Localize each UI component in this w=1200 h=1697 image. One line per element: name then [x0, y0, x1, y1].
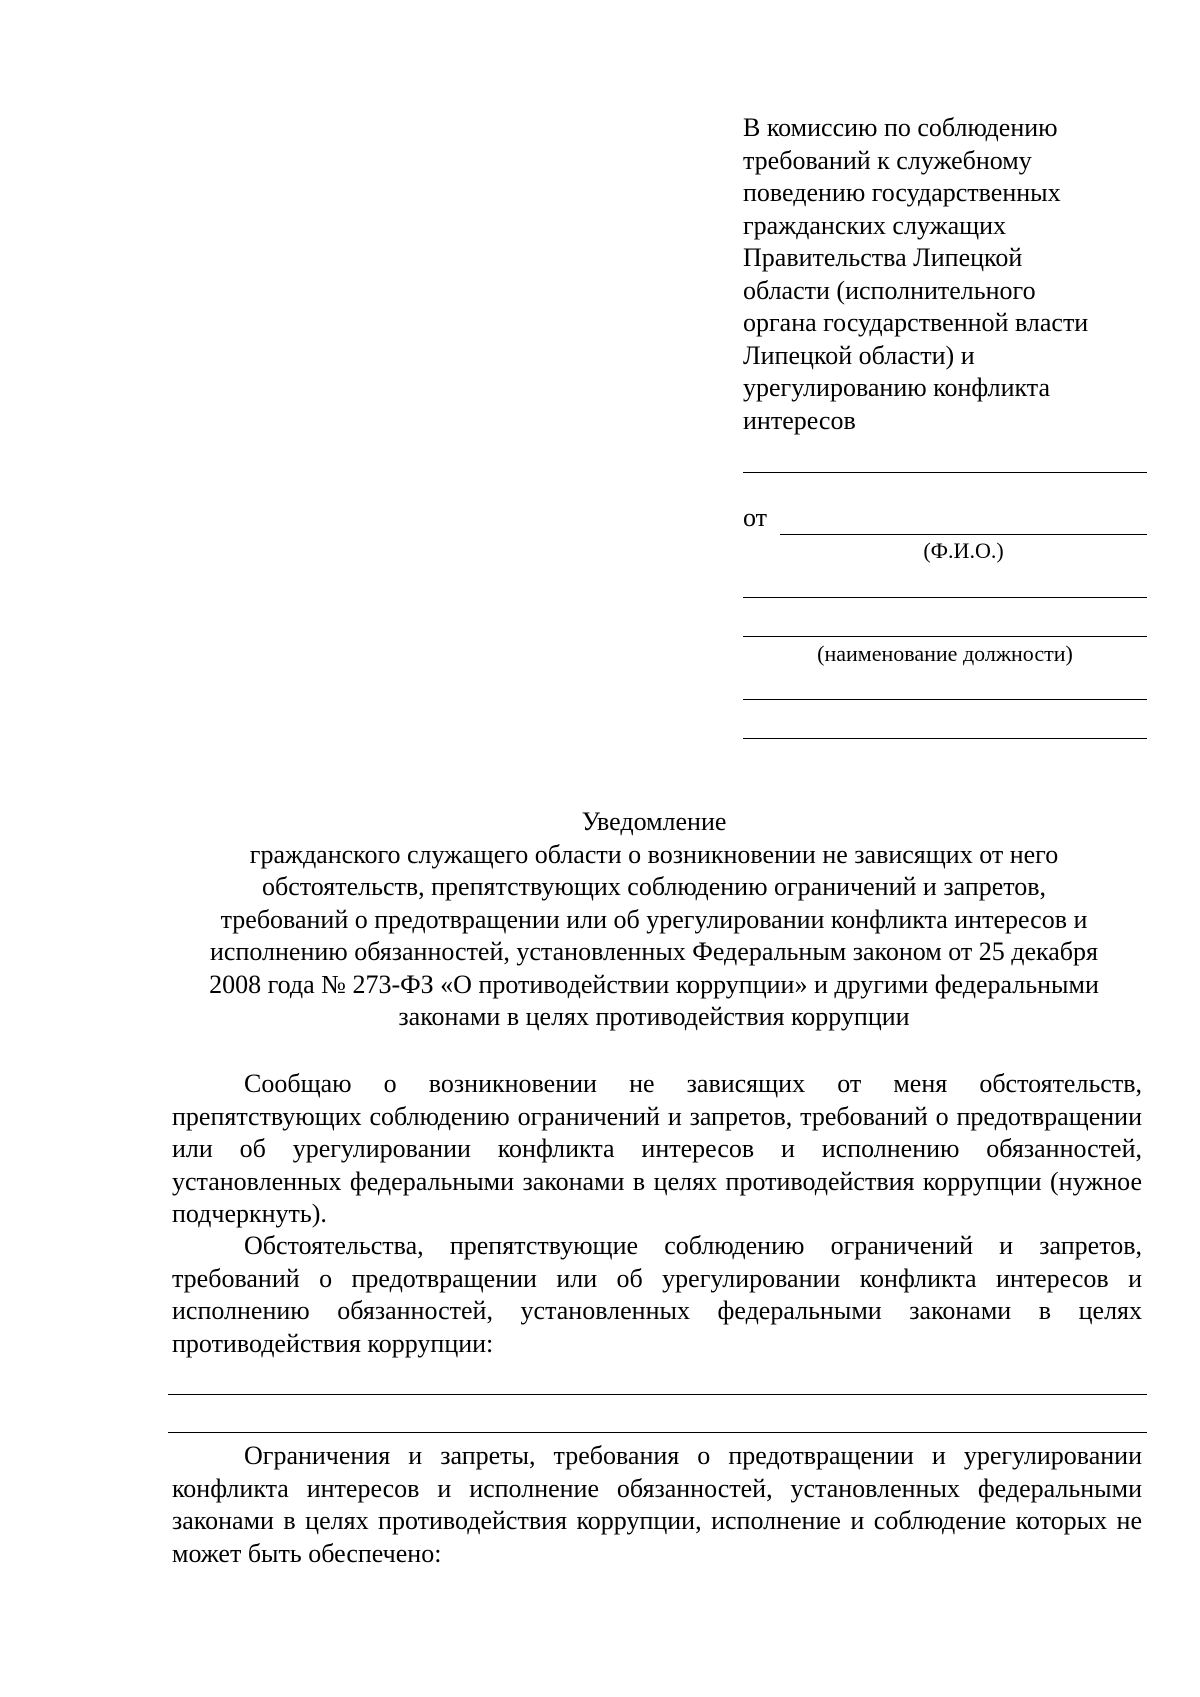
position-hint: (наименование должности)	[817, 641, 1073, 666]
fio-hint: (Ф.И.О.)	[923, 538, 1004, 563]
circumstances-blank-line-1	[168, 1394, 1147, 1395]
paragraph-restrictions: Ограничения и запреты, требования о предотвращении и урегулировании конфликта интересов и исполнение обязанностей, установленных федеральными законами в целях противодействия коррупции, исполнение и соблюдение которых не может быть обеспечено:	[172, 1441, 1142, 1568]
addressee-block: В комиссию по соблюдению требований к служебному поведению государственных гражданских служащих Правительства Липецкой области (исполнительного органа государственной власти Липецкой области) и урегулированию конфликта интересов	[743, 113, 1089, 435]
position-blank-line-4	[743, 738, 1147, 739]
fio-blank-line	[780, 534, 1147, 535]
circumstances-blank-line-2	[168, 1432, 1147, 1433]
paragraph-circumstances: Обстоятельства, препятствующие соблюдению ограничений и запретов, требований о предотвращении или об урегулировании конфликта интересов и исполнению обязанностей, установленных федеральными законами в целях противодействия коррупции:	[172, 1231, 1142, 1358]
position-blank-line-2	[743, 636, 1147, 637]
paragraph-report: Сообщаю о возникновении не зависящих от меня обстоятельств, препятствующих соблюдению ограничений и запретов, требований о предотвращении или об урегулировании конфликта интересов и исполнению обязанностей, установленных федеральными законами в целях противодействия коррупции (нужное подчеркнуть).	[172, 1069, 1142, 1228]
document-title: Уведомление гражданского служащего области о возникновении не зависящих от него обстоятельств, препятствующих соблюдению ограничений и запретов, требований о предотвращении или об урегулировании конфликта интересов и исполнению обязанностей, установленных Федеральным законом от 25 декабря 2008 года № 273-ФЗ «О противодействии коррупции» и другими федеральными законами в целях противодействия коррупции	[209, 807, 1099, 1031]
from-label: от	[743, 503, 768, 532]
addressee-blank-line	[743, 472, 1147, 473]
position-blank-line-3	[743, 699, 1147, 700]
position-blank-line-1	[743, 597, 1147, 598]
